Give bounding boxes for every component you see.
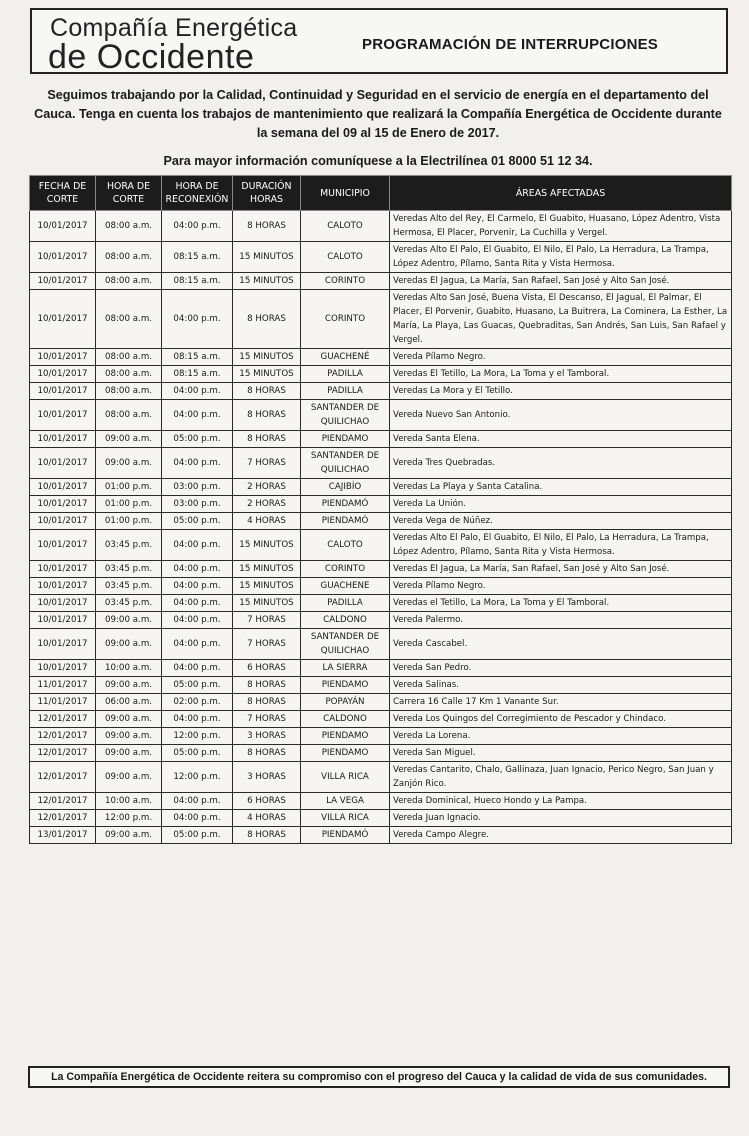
cell-fecha: 10/01/2017 [30, 496, 96, 513]
cell-fecha: 10/01/2017 [30, 513, 96, 530]
cell-hora-reconexion: 03:00 p.m. [162, 496, 233, 513]
company-logo-line2: de Occidente [48, 38, 255, 76]
cell-hora-corte: 03:45 p.m. [96, 561, 162, 578]
cell-hora-corte: 08:00 a.m. [96, 366, 162, 383]
cell-fecha: 12/01/2017 [30, 745, 96, 762]
cell-duracion: 2 HORAS [233, 479, 301, 496]
cell-municipio: VILLA RICA [301, 810, 390, 827]
table-row [30, 479, 732, 496]
cell-hora-reconexion: 05:00 p.m. [162, 677, 233, 694]
table-row [30, 242, 732, 273]
cell-fecha: 10/01/2017 [30, 448, 96, 479]
contact-line: Para mayor información comuníquese a la Electrilínea 01 8000 51 12 34. [163, 154, 593, 168]
header-hora-reconexion: HORA DE RECONEXIÓN [162, 176, 233, 211]
cell-hora-corte: 09:00 a.m. [96, 728, 162, 745]
cell-municipio: PIENDAMÓ [301, 827, 390, 844]
cell-hora-reconexion: 05:00 p.m. [162, 513, 233, 530]
header-areas: ÁREAS AFECTADAS [390, 176, 732, 211]
table-row [30, 561, 732, 578]
cell-fecha: 10/01/2017 [30, 629, 96, 660]
cell-fecha: 10/01/2017 [30, 366, 96, 383]
cell-areas: Vereda Campo Alegre. [390, 827, 732, 844]
cell-hora-corte: 01:00 p.m. [96, 496, 162, 513]
cell-duracion: 15 MINUTOS [233, 273, 301, 290]
cell-hora-reconexion: 04:00 p.m. [162, 629, 233, 660]
cell-hora-corte: 09:00 a.m. [96, 431, 162, 448]
cell-hora-corte: 03:45 p.m. [96, 530, 162, 561]
cell-duracion: 15 MINUTOS [233, 578, 301, 595]
cell-areas: Vereda San Pedro. [390, 660, 732, 677]
cell-hora-reconexion: 08:15 a.m. [162, 366, 233, 383]
cell-areas: Vereda Santa Elena. [390, 431, 732, 448]
cell-duracion: 8 HORAS [233, 431, 301, 448]
cell-fecha: 12/01/2017 [30, 762, 96, 793]
cell-municipio: CALOTO [301, 211, 390, 242]
cell-fecha: 12/01/2017 [30, 711, 96, 728]
cell-municipio: VILLA RICA [301, 762, 390, 793]
cell-municipio: LA SIERRA [301, 660, 390, 677]
document-header [30, 8, 728, 74]
cell-duracion: 15 MINUTOS [233, 530, 301, 561]
table-row [30, 677, 732, 694]
cell-municipio: CALDONO [301, 711, 390, 728]
cell-municipio: CALOTO [301, 530, 390, 561]
cell-duracion: 3 HORAS [233, 762, 301, 793]
intro-paragraph: Seguimos trabajando por la Calidad, Continuidad y Seguridad en el servicio de energía en el departamento del Cauca. Tenga en cuenta los trabajos de mantenimiento que realizará la Compañía Energética de Occidente durante la semana del 09 al 15 de Enero de 2017. [34, 88, 722, 140]
table-row [30, 290, 732, 349]
cell-hora-reconexion: 04:00 p.m. [162, 810, 233, 827]
cell-hora-corte: 09:00 a.m. [96, 711, 162, 728]
cell-areas: Vereda Dominical, Hueco Hondo y La Pampa. [390, 793, 732, 810]
cell-duracion: 2 HORAS [233, 496, 301, 513]
table-row [30, 431, 732, 448]
cell-areas: Vereda Vega de Núñez. [390, 513, 732, 530]
cell-areas: Veredas El Jagua, La María, San Rafael, San José y Alto San José. [390, 273, 732, 290]
cell-duracion: 4 HORAS [233, 513, 301, 530]
table-row [30, 629, 732, 660]
cell-hora-reconexion: 04:00 p.m. [162, 530, 233, 561]
cell-areas: Veredas Alto San José, Buena Vista, El Descanso, El Jagual, El Palmar, El Placer, El Porvenir, Guabito, Huasano, La Buitrera, La Cominera, La Esther, La María, La Playa, Las Guacas, Quebraditas, San Andrés, San Luis, San Rafael y Vergel. [390, 290, 732, 349]
cell-municipio: CALDONO [301, 612, 390, 629]
cell-hora-reconexion: 05:00 p.m. [162, 431, 233, 448]
cell-hora-reconexion: 05:00 p.m. [162, 827, 233, 844]
cell-duracion: 7 HORAS [233, 612, 301, 629]
cell-duracion: 15 MINUTOS [233, 349, 301, 366]
cell-hora-corte: 01:00 p.m. [96, 479, 162, 496]
table-row [30, 827, 732, 844]
cell-fecha: 10/01/2017 [30, 595, 96, 612]
cell-duracion: 8 HORAS [233, 827, 301, 844]
cell-municipio: PIENDAMÓ [301, 496, 390, 513]
cell-duracion: 15 MINUTOS [233, 242, 301, 273]
table-row [30, 448, 732, 479]
cell-hora-reconexion: 04:00 p.m. [162, 793, 233, 810]
table-row [30, 810, 732, 827]
table-row [30, 366, 732, 383]
table-row [30, 793, 732, 810]
cell-fecha: 10/01/2017 [30, 431, 96, 448]
cell-areas: Veredas La Playa y Santa Catalina. [390, 479, 732, 496]
cell-fecha: 10/01/2017 [30, 479, 96, 496]
table-header-row [30, 176, 732, 211]
cell-hora-reconexion: 04:00 p.m. [162, 211, 233, 242]
cell-hora-reconexion: 08:15 a.m. [162, 242, 233, 273]
table-header [30, 176, 732, 211]
cell-fecha: 12/01/2017 [30, 810, 96, 827]
cell-duracion: 8 HORAS [233, 745, 301, 762]
header-hora-corte: HORA DE CORTE [96, 176, 162, 211]
cell-hora-reconexion: 04:00 p.m. [162, 561, 233, 578]
table-row [30, 711, 732, 728]
cell-areas: Vereda Juan Ignacio. [390, 810, 732, 827]
table-row [30, 400, 732, 431]
cell-areas: Vereda San Miguel. [390, 745, 732, 762]
cell-fecha: 10/01/2017 [30, 290, 96, 349]
cell-hora-reconexion: 08:15 a.m. [162, 273, 233, 290]
cell-fecha: 10/01/2017 [30, 273, 96, 290]
cell-areas: Veredas Cantarito, Chalo, Gallinaza, Juan Ignacio, Perico Negro, San Juan y Zanjón Rico. [390, 762, 732, 793]
cell-hora-reconexion: 04:00 p.m. [162, 290, 233, 349]
cell-hora-reconexion: 04:00 p.m. [162, 660, 233, 677]
cell-municipio: POPAYÁN [301, 694, 390, 711]
cell-hora-reconexion: 05:00 p.m. [162, 745, 233, 762]
company-logo-line1: Compañía Energética [50, 14, 298, 42]
cell-municipio: PADILLA [301, 595, 390, 612]
cell-hora-corte: 10:00 a.m. [96, 793, 162, 810]
cell-hora-corte: 01:00 p.m. [96, 513, 162, 530]
header-duracion: DURACIÓN HORAS [233, 176, 301, 211]
cell-municipio: CORINTO [301, 561, 390, 578]
cell-hora-reconexion: 08:15 a.m. [162, 349, 233, 366]
table-row [30, 745, 732, 762]
cell-hora-reconexion: 04:00 p.m. [162, 595, 233, 612]
table-row [30, 595, 732, 612]
cell-areas: Carrera 16 Calle 17 Km 1 Vanante Sur. [390, 694, 732, 711]
cell-duracion: 8 HORAS [233, 694, 301, 711]
cell-fecha: 10/01/2017 [30, 578, 96, 595]
cell-hora-corte: 08:00 a.m. [96, 400, 162, 431]
cell-hora-reconexion: 04:00 p.m. [162, 400, 233, 431]
cell-hora-corte: 09:00 a.m. [96, 745, 162, 762]
cell-municipio: SANTANDER DE QUILICHAO [301, 629, 390, 660]
cell-duracion: 4 HORAS [233, 810, 301, 827]
cell-fecha: 10/01/2017 [30, 383, 96, 400]
cell-hora-reconexion: 04:00 p.m. [162, 448, 233, 479]
cell-areas: Veredas el Tetillo, La Mora, La Toma y El Tamboral. [390, 595, 732, 612]
cell-duracion: 7 HORAS [233, 711, 301, 728]
header-fecha: FECHA DE CORTE [30, 176, 96, 211]
cell-hora-corte: 08:00 a.m. [96, 383, 162, 400]
cell-areas: Vereda Cascabel. [390, 629, 732, 660]
cell-municipio: SANTANDER DE QUILICHAO [301, 448, 390, 479]
table-row [30, 578, 732, 595]
cell-hora-reconexion: 03:00 p.m. [162, 479, 233, 496]
table-row [30, 694, 732, 711]
cell-hora-corte: 08:00 a.m. [96, 273, 162, 290]
cell-hora-corte: 06:00 a.m. [96, 694, 162, 711]
cell-hora-corte: 08:00 a.m. [96, 242, 162, 273]
cell-municipio: CORINTO [301, 273, 390, 290]
cell-fecha: 10/01/2017 [30, 561, 96, 578]
cell-duracion: 15 MINUTOS [233, 366, 301, 383]
table-row [30, 762, 732, 793]
cell-hora-corte: 09:00 a.m. [96, 629, 162, 660]
cell-fecha: 10/01/2017 [30, 400, 96, 431]
cell-duracion: 8 HORAS [233, 211, 301, 242]
cell-municipio: CORINTO [301, 290, 390, 349]
cell-hora-reconexion: 12:00 p.m. [162, 762, 233, 793]
cell-areas: Vereda Tres Quebradas. [390, 448, 732, 479]
cell-fecha: 10/01/2017 [30, 530, 96, 561]
cell-areas: Vereda Los Quingos del Corregimiento de Pescador y Chindaco. [390, 711, 732, 728]
cell-duracion: 8 HORAS [233, 290, 301, 349]
cell-hora-reconexion: 12:00 p.m. [162, 728, 233, 745]
cell-duracion: 8 HORAS [233, 677, 301, 694]
cell-municipio: LA VEGA [301, 793, 390, 810]
cell-areas: Vereda Nuevo San Antonio. [390, 400, 732, 431]
table-row [30, 612, 732, 629]
cell-duracion: 7 HORAS [233, 629, 301, 660]
cell-hora-reconexion: 02:00 p.m. [162, 694, 233, 711]
cell-hora-corte: 08:00 a.m. [96, 290, 162, 349]
cell-hora-corte: 09:00 a.m. [96, 612, 162, 629]
cell-hora-corte: 09:00 a.m. [96, 448, 162, 479]
header-municipio: MUNICIPIO [301, 176, 390, 211]
cell-fecha: 10/01/2017 [30, 211, 96, 242]
cell-municipio: PADILLA [301, 383, 390, 400]
cell-areas: Veredas El Jagua, La María, San Rafael, San José y Alto San José. [390, 561, 732, 578]
cell-areas: Veredas Alto El Palo, El Guabito, El Nilo, El Palo, La Herradura, La Trampa, López Adentro, Pílamo, Santa Rita y Vista Hermosa. [390, 530, 732, 561]
cell-areas: Vereda La Unión. [390, 496, 732, 513]
cell-hora-corte: 09:00 a.m. [96, 677, 162, 694]
cell-areas: Veredas La Mora y El Tetillo. [390, 383, 732, 400]
cell-duracion: 6 HORAS [233, 793, 301, 810]
interruptions-table [29, 175, 732, 844]
footer-note: La Compañía Energética de Occidente reitera su compromiso con el progreso del Cauca y la calidad de vida de sus comunidades. [28, 1066, 730, 1088]
cell-hora-corte: 09:00 a.m. [96, 827, 162, 844]
cell-municipio: PIENDAMO [301, 677, 390, 694]
cell-hora-corte: 12:00 p.m. [96, 810, 162, 827]
cell-fecha: 10/01/2017 [30, 242, 96, 273]
cell-hora-corte: 03:45 p.m. [96, 578, 162, 595]
cell-fecha: 11/01/2017 [30, 694, 96, 711]
cell-areas: Vereda Pílamo Negro. [390, 578, 732, 595]
cell-duracion: 3 HORAS [233, 728, 301, 745]
table-body [30, 211, 732, 844]
cell-municipio: PIENDAMÓ [301, 513, 390, 530]
cell-hora-corte: 09:00 a.m. [96, 762, 162, 793]
cell-municipio: CALOTO [301, 242, 390, 273]
cell-hora-reconexion: 04:00 p.m. [162, 612, 233, 629]
table-row [30, 513, 732, 530]
cell-duracion: 7 HORAS [233, 448, 301, 479]
cell-hora-reconexion: 04:00 p.m. [162, 711, 233, 728]
cell-hora-corte: 08:00 a.m. [96, 349, 162, 366]
cell-municipio: PIENDAMO [301, 728, 390, 745]
cell-fecha: 12/01/2017 [30, 793, 96, 810]
table-row [30, 660, 732, 677]
cell-municipio: GUACHENÉ [301, 349, 390, 366]
cell-fecha: 12/01/2017 [30, 728, 96, 745]
cell-hora-reconexion: 04:00 p.m. [162, 383, 233, 400]
table-row [30, 496, 732, 513]
cell-duracion: 15 MINUTOS [233, 561, 301, 578]
cell-areas: Veredas El Tetillo, La Mora, La Toma y el Tamboral. [390, 366, 732, 383]
cell-areas: Veredas Alto del Rey, El Carmelo, El Guabito, Huasano, López Adentro, Vista Hermosa, El Placer, Porvenir, La Cuchilla y Vergel. [390, 211, 732, 242]
cell-areas: Vereda Pílamo Negro. [390, 349, 732, 366]
cell-hora-corte: 08:00 a.m. [96, 211, 162, 242]
cell-areas: Veredas Alto El Palo, El Guabito, El Nilo, El Palo, La Herradura, La Trampa, López Adentro, Pílamo, Santa Rita y Vista Hermosa. [390, 242, 732, 273]
cell-municipio: CAJIBÍO [301, 479, 390, 496]
table-row [30, 530, 732, 561]
cell-duracion: 8 HORAS [233, 400, 301, 431]
cell-hora-corte: 03:45 p.m. [96, 595, 162, 612]
cell-fecha: 13/01/2017 [30, 827, 96, 844]
cell-duracion: 8 HORAS [233, 383, 301, 400]
cell-duracion: 15 MINUTOS [233, 595, 301, 612]
cell-hora-corte: 10:00 a.m. [96, 660, 162, 677]
table-row [30, 211, 732, 242]
cell-areas: Vereda La Lorena. [390, 728, 732, 745]
cell-municipio: PIENDAMO [301, 745, 390, 762]
table-row [30, 273, 732, 290]
cell-areas: Vereda Palermo. [390, 612, 732, 629]
cell-municipio: SANTANDER DE QUILICHAO [301, 400, 390, 431]
cell-fecha: 10/01/2017 [30, 612, 96, 629]
cell-hora-reconexion: 04:00 p.m. [162, 578, 233, 595]
table-row [30, 349, 732, 366]
cell-municipio: PIENDAMO [301, 431, 390, 448]
cell-fecha: 10/01/2017 [30, 660, 96, 677]
cell-areas: Vereda Salinas. [390, 677, 732, 694]
table-row [30, 383, 732, 400]
table-row [30, 728, 732, 745]
cell-duracion: 6 HORAS [233, 660, 301, 677]
cell-fecha: 11/01/2017 [30, 677, 96, 694]
cell-fecha: 10/01/2017 [30, 349, 96, 366]
cell-municipio: GUACHENE [301, 578, 390, 595]
document-title: PROGRAMACIÓN DE INTERRUPCIONES [362, 36, 659, 53]
cell-municipio: PADILLA [301, 366, 390, 383]
